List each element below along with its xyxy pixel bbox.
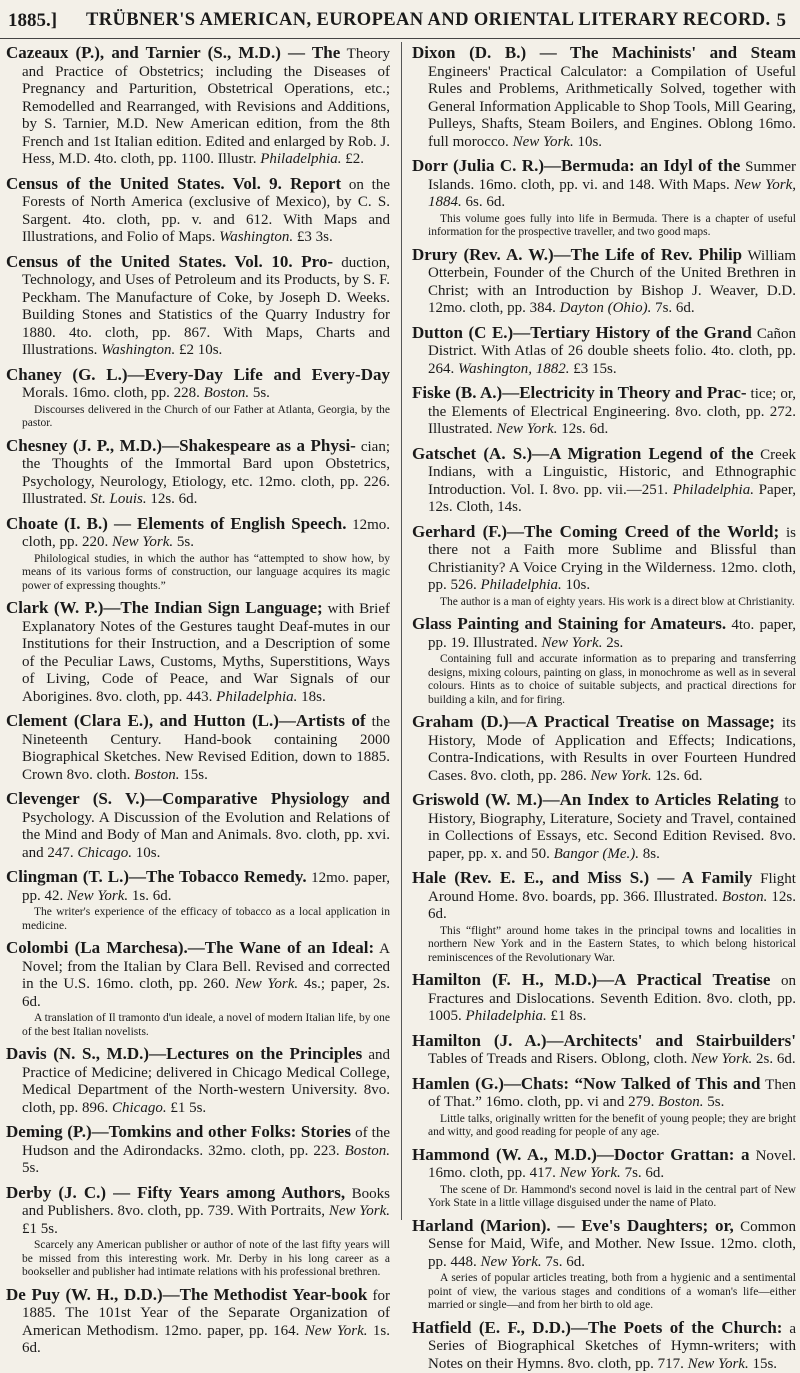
entry-heading: Griswold (W. M.)—An Index to Articles Relating	[412, 790, 779, 809]
entry-heading: Gatschet (A. S.)—A Migration Legend of the	[412, 444, 754, 463]
entry-description: the Nineteenth Century. Hand-book containing 2000 Biographical Sketches. New Revised Edition, down to 1885. Crown 8vo. cloth.	[22, 714, 390, 783]
entry-text	[412, 157, 796, 212]
entry-heading: Hatfield (E. F., D.D.)—The Poets of the Church:	[412, 1318, 782, 1337]
entry-description: with Brief Explanatory Notes of the Gestures taught Deaf-mutes in our Institutions for their Instruction, and a Description of some of the Peculiar Laws, Customs, Myths, Superstitions, Ways of Living, Code of Peace, and War Signals of our Aborigines. 8vo. cloth, pp. 443.	[22, 601, 390, 705]
catalog-entry	[412, 1217, 796, 1313]
entry-text	[6, 939, 390, 1011]
entry-description: for 1885. The 101st Year of the Separate Organization of American Methodism. 12mo. paper, pp. 164.	[22, 1288, 390, 1339]
catalog-entry	[6, 1184, 390, 1280]
entry-price: 5s.	[704, 1094, 725, 1110]
entry-text	[6, 175, 390, 247]
entry-text	[6, 253, 390, 360]
entry-place: Bangor (Me.).	[550, 846, 639, 862]
entry-price: 15s.	[180, 767, 208, 783]
entry-text	[6, 790, 390, 862]
header-title: TRÜBNER'S AMERICAN, EUROPEAN AND ORIENTAL LITERARY RECORD.	[86, 10, 771, 31]
entry-note: The scene of Dr. Hammond's second novel is laid in the central part of New York State in a little village disguised under the name of Plato.	[412, 1184, 796, 1211]
catalog-entry	[412, 971, 796, 1026]
catalog-entry	[6, 790, 390, 862]
catalog-entry	[6, 437, 390, 509]
entry-heading: Clingman (T. L.)—The Tobacco Remedy.	[6, 867, 307, 886]
entry-description: Tables of Treads and Risers. Oblong, cloth.	[428, 1051, 687, 1067]
entry-text	[6, 366, 390, 403]
entry-price: 7s. 6d.	[621, 1165, 664, 1181]
entry-text	[6, 1286, 390, 1358]
entry-price: 10s.	[574, 134, 602, 150]
entry-heading: Census of the United States. Vol. 10. Pro-	[6, 252, 333, 271]
entry-place: Boston.	[340, 1143, 390, 1159]
entry-text	[412, 1217, 796, 1272]
entry-note: Containing full and accurate information as to preparing and transferring designs, mixing colours, painting on glass, in monochrome as well as in several colours. Hints as to choice of suitable subjects, and practical directions for building a kiln, and for firing.	[412, 653, 796, 707]
entry-place: Washington.	[215, 229, 293, 245]
header-year: 1885.]	[8, 10, 57, 32]
entry-price: 5s.	[249, 385, 270, 401]
entry-text	[412, 1319, 796, 1373]
catalog-entry	[6, 868, 390, 933]
entry-text	[6, 1184, 390, 1239]
entry-text	[412, 1075, 796, 1112]
entry-place: New York.	[493, 421, 558, 437]
catalog-entry	[6, 366, 390, 431]
entry-heading: Cazeaux (P.), and Tarnier (S., M.D.) — The	[6, 43, 340, 62]
entry-description: a Series of Biographical Sketches of Hymn-writers; with Notes on their Hymns. 8vo. cloth, pp. 717.	[428, 1321, 796, 1372]
entry-heading: Clark (W. P.)—The Indian Sign Language;	[6, 598, 323, 617]
entry-heading: Clevenger (S. V.)—Comparative Physiology and	[6, 789, 390, 808]
entry-text	[412, 445, 796, 517]
entry-description: Summer Islands. 16mo. cloth, pp. vi. and 148. With Maps.	[428, 159, 796, 193]
entry-price: 2s. 6d.	[752, 1051, 795, 1067]
entry-price: 1s. 6d.	[128, 888, 171, 904]
entry-place: Washington, 1882.	[454, 361, 569, 377]
page-number: 5	[777, 10, 787, 32]
entry-price: £1 5s.	[22, 1221, 58, 1237]
catalog-entry	[412, 869, 796, 965]
entry-description: is there not a Faith more Sublime and Blissful than Christianity? A Voice Crying in the Wilderness. 12mo. cloth, pp. 526.	[428, 525, 796, 594]
entry-text	[412, 791, 796, 863]
entry-heading: Dutton (C E.)—Tertiary History of the Grand	[412, 323, 752, 342]
entry-place: New York.	[587, 768, 652, 784]
entry-place: Philadelphia.	[477, 577, 562, 593]
entry-heading: Colombi (La Marchesa).—The Wane of an Ideal:	[6, 938, 374, 957]
entry-text	[412, 1146, 796, 1183]
entry-description: of the Hudson and the Adirondacks. 32mo. cloth, pp. 223.	[22, 1125, 390, 1159]
entry-place: Boston.	[200, 385, 249, 401]
entry-heading: Fiske (B. A.)—Electricity in Theory and Prac-	[412, 383, 747, 402]
entry-price: £2.	[341, 151, 364, 167]
header-rule	[0, 38, 800, 39]
entry-description: on Fractures and Dislocations. Seventh Edition. 8vo. cloth, pp. 1005.	[428, 973, 796, 1024]
entry-description: Books and Publishers. 8vo. cloth, pp. 739. With Portraits,	[22, 1186, 390, 1220]
entry-heading: Harland (Marion). — Eve's Daughters; or,	[412, 1216, 734, 1235]
entry-heading: Choate (I. B.) — Elements of English Speech.	[6, 514, 347, 533]
entry-place: Philadelphia.	[668, 482, 754, 498]
catalog-entry	[6, 599, 390, 706]
entry-note: This volume goes fully into life in Bermuda. There is a chapter of useful information for the prospective traveller, and two good maps.	[412, 213, 796, 240]
entry-description: on the Forests of North America (exclusive of Mexico), by C. S. Sargent. 4to. cloth, pp. v. and 612. With Maps and Illustrations, and Folio of Maps.	[22, 177, 390, 246]
entry-note: A translation of Il tramonto d'un ideale, a novel of modern Italian life, by one of the best Italian novelists.	[6, 1012, 390, 1039]
entry-text	[412, 869, 796, 924]
entry-description: to History, Biography, Literature, Society and Travel, contained in Collections of Essays, etc. Second Edition Revised. 8vo. paper, pp. x. and 50.	[428, 793, 796, 862]
entry-heading: De Puy (W. H., D.D.)—The Methodist Year-book	[6, 1285, 367, 1304]
entry-heading: Chesney (J. P., M.D.)—Shakespeare as a Physi-	[6, 436, 356, 455]
catalog-entry	[6, 175, 390, 247]
entry-heading: Derby (J. C.) — Fifty Years among Authors,	[6, 1183, 345, 1202]
entry-price: £2 10s.	[175, 342, 222, 358]
entry-place: Philadelphia.	[256, 151, 341, 167]
catalog-entry	[6, 1123, 390, 1178]
entry-price: £1 5s.	[167, 1100, 207, 1116]
entry-place: Washington.	[97, 342, 175, 358]
entry-place: Dayton (Ohio).	[556, 300, 651, 316]
catalog-entry	[412, 1032, 796, 1069]
entry-price: 8s.	[639, 846, 660, 862]
entry-description: its History, Mode of Application and Effects; Indications, Contra-Indications, with Results in over Fourteen Hundred Cases. 8vo. cloth, pp. 286.	[428, 715, 796, 784]
entry-text	[6, 1123, 390, 1178]
catalog-entry	[6, 515, 390, 594]
entry-heading: Gerhard (F.)—The Coming Creed of the World;	[412, 522, 779, 541]
entry-price: 10s.	[562, 577, 590, 593]
entry-heading: Deming (P.)—Tomkins and other Folks: Stories	[6, 1122, 351, 1141]
entry-place: New York.	[108, 534, 173, 550]
entry-price: 4s.; paper, 2s. 6d.	[22, 976, 390, 1010]
entry-text	[6, 1045, 390, 1117]
catalog-entry	[412, 384, 796, 439]
entry-heading: Graham (D.)—A Practical Treatise on Massage;	[412, 712, 775, 731]
entry-price: 7s. 6d.	[542, 1254, 585, 1270]
entry-description: Morals. 16mo. cloth, pp. 228.	[22, 385, 200, 401]
entry-place: Philadelphia.	[212, 689, 297, 705]
entry-text	[412, 523, 796, 595]
page-header	[0, 6, 800, 32]
catalog-entry	[6, 253, 390, 360]
catalog-entry	[6, 1045, 390, 1117]
entry-note: The author is a man of eighty years. His work is a direct blow at Christianity.	[412, 596, 796, 610]
entry-heading: Hammond (W. A., M.D.)—Doctor Grattan: a	[412, 1145, 750, 1164]
entry-heading: Dixon (D. B.) — The Machinists' and Steam	[412, 43, 796, 62]
catalog-entry	[412, 1146, 796, 1211]
entry-description: Psychology. A Discussion of the Evolution and Relations of the Mind and Body of Man and Animals. 8vo. cloth, pp. xvi. and 247.	[22, 810, 390, 861]
entry-description: Engineers' Practical Calculator: a Compilation of Useful Rules and Problems, Arithmetically Solved, together with General Information Applicable to Shop Tools, Mill Gearing, Pulleys, Shafts, Steam Boilers, and Engines. Oblong 16mo. full morocco.	[428, 64, 796, 150]
catalog-entry	[6, 939, 390, 1039]
entry-description: duction, Technology, and Uses of Petroleum and its Products, by S. F. Peckham. The Manufacture of Coke, by Joseph D. Weeks. Building Stones and Statistics of the Quarry Industry for 1880. 4to. cloth, pp. 867. With Maps, Charts and Illustrations.	[22, 255, 390, 359]
entry-description: Then of That.” 16mo. cloth, pp. vi and 279.	[428, 1077, 796, 1111]
entry-note: Discourses delivered in the Church of our Father at Atlanta, Georgia, by the pastor.	[6, 404, 390, 431]
catalog-entry	[412, 445, 796, 517]
entry-price: 5s.	[22, 1160, 39, 1176]
entry-price: 6s. 6d.	[462, 194, 505, 210]
entry-price: 1s. 6d.	[22, 1323, 390, 1357]
entry-place: New York.	[477, 1254, 542, 1270]
entry-place: New York, 1884.	[428, 177, 796, 211]
entry-price: 10s.	[132, 845, 160, 861]
entry-description: Flight Around Home. 8vo. boards, pp. 366. Illustrated.	[428, 871, 796, 905]
entry-place: New York.	[509, 134, 574, 150]
entry-text	[412, 615, 796, 652]
entry-heading: Clement (Clara E.), and Hutton (L.)—Artists of	[6, 711, 366, 730]
catalog-entry	[6, 1286, 390, 1358]
catalog-entry	[412, 791, 796, 863]
catalog-entry	[412, 44, 796, 151]
entry-place: St. Louis.	[87, 491, 147, 507]
entry-description: 4to. paper, pp. 19. Illustrated.	[428, 617, 796, 651]
entry-text	[412, 246, 796, 318]
entry-place: New York.	[684, 1356, 749, 1372]
entry-text	[6, 515, 390, 552]
entry-text	[412, 713, 796, 785]
entry-description: Common Sense for Maid, Wife, and Mother. New Issue. 12mo. cloth, pp. 448.	[428, 1219, 796, 1270]
entry-text	[412, 1032, 796, 1069]
entry-text	[6, 437, 390, 509]
entry-price: Paper, 12s. Cloth, 14s.	[428, 482, 796, 516]
catalog-entry	[412, 713, 796, 785]
entry-description: 12mo. paper, pp. 42.	[22, 870, 390, 904]
entry-text	[412, 384, 796, 439]
catalog-entry	[412, 1319, 796, 1373]
entry-price: £3 15s.	[570, 361, 617, 377]
catalog-entry	[412, 1075, 796, 1140]
right-column	[412, 44, 796, 1219]
entry-price: 12s. 6d.	[428, 889, 796, 923]
entry-note: Scarcely any American publisher or author of note of the last fifty years will be missed from this interesting work. Mr. Derby in his long career as a bookseller and publisher had intimate relations with his professional brethren.	[6, 1239, 390, 1280]
entry-heading: Drury (Rev. A. W.)—The Life of Rev. Philip	[412, 245, 742, 264]
entry-text	[6, 712, 390, 784]
entry-place: Chicago.	[74, 845, 132, 861]
entry-price: £1 8s.	[547, 1008, 587, 1024]
entry-place: Philadelphia.	[462, 1008, 547, 1024]
entry-heading: Glass Painting and Staining for Amateurs.	[412, 614, 726, 633]
entry-place: Boston.	[718, 889, 767, 905]
entry-description: A Novel; from the Italian by Clara Bell. Revised and corrected in the U.S. 16mo. cloth, pp. 260.	[22, 941, 390, 992]
entry-heading: Hamlen (G.)—Chats: “Now Talked of This and	[412, 1074, 760, 1093]
catalog-entry	[412, 523, 796, 610]
entry-heading: Census of the United States. Vol. 9. Report	[6, 174, 341, 193]
entry-price: 12s. 6d.	[557, 421, 608, 437]
entry-heading: Hamilton (J. A.)—Architects' and Stairbuilders'	[412, 1031, 796, 1050]
entry-place: New York.	[63, 888, 128, 904]
entry-price: 12s. 6d.	[652, 768, 703, 784]
entry-text	[6, 868, 390, 905]
entry-note: Philological studies, in which the author has “attempted to show how, by means of its various forms of construction, our language acquires its magic power of expressing thoughts.”	[6, 553, 390, 594]
entry-place: New York.	[687, 1051, 752, 1067]
entry-text	[412, 971, 796, 1026]
entry-place: Boston.	[130, 767, 179, 783]
entry-price: £3 3s.	[293, 229, 333, 245]
entry-place: New York.	[556, 1165, 621, 1181]
entry-note: The writer's experience of the efficacy of tobacco as a local application in medicine.	[6, 906, 390, 933]
entry-description: and Practice of Medicine; delivered in Chicago Medical College, Medical Department of the North-western University. 8vo. cloth, pp. 896.	[22, 1047, 390, 1116]
entry-text	[412, 44, 796, 151]
catalog-entry	[412, 246, 796, 318]
entry-price: 2s.	[602, 635, 623, 651]
catalog-entry	[412, 157, 796, 240]
entry-heading: Davis (N. S., M.D.)—Lectures on the Principles	[6, 1044, 362, 1063]
entry-heading: Hamilton (F. H., M.D.)—A Practical Treatise	[412, 970, 770, 989]
entry-description: Creek Indians, with a Linguistic, Historic, and Ethnographic Introduction. Vol. I. 8vo. pp. vii.—251.	[428, 447, 796, 498]
entry-price: 12s. 6d.	[147, 491, 198, 507]
entry-description: Cañon District. With Atlas of 26 double sheets folio. 4to. cloth, pp. 264.	[428, 326, 796, 377]
catalog-entry	[412, 324, 796, 379]
entry-place: Chicago.	[108, 1100, 166, 1116]
entry-heading: Dorr (Julia C. R.)—Bermuda: an Idyl of the	[412, 156, 740, 175]
entry-place: Boston.	[654, 1094, 703, 1110]
entry-heading: Hale (Rev. E. E., and Miss S.) — A Family	[412, 868, 752, 887]
entry-note: Little talks, originally written for the benefit of young people; they are bright and witty, and good reading for people of any age.	[412, 1113, 796, 1140]
entry-price: 7s. 6d.	[651, 300, 694, 316]
entry-place: New York.	[229, 976, 298, 992]
entry-note: This “flight” around home takes in the principal towns and localities in northern New York and in the Eastern States, to which belong historical reminiscences of the Revolutionary War.	[412, 925, 796, 966]
entry-text	[6, 599, 390, 706]
entry-place: New York.	[538, 635, 603, 651]
catalog-entry	[412, 615, 796, 707]
entry-place: New York.	[299, 1323, 367, 1339]
catalog-entry	[6, 712, 390, 784]
entry-price: 15s.	[749, 1356, 777, 1372]
entry-description: 12mo. cloth, pp. 220.	[22, 517, 390, 551]
entry-note: A series of popular articles treating, both from a hygienic and a sentimental point of view, the various stages and conditions of a woman's life—either married or single—and from her birth to old age.	[412, 1272, 796, 1313]
entry-description: cian; the Thoughts of the Immortal Bard upon Obstetrics, Psychology, Neurology, Etiology, etc. 12mo. cloth, pp. 226. Illustrated.	[22, 439, 390, 508]
entry-description: tice; or, the Elements of Electrical Engineering. 8vo. cloth, pp. 272. Illustrated.	[428, 386, 796, 437]
column-divider	[401, 42, 402, 1220]
entry-text	[412, 324, 796, 379]
catalog-entry	[6, 44, 390, 169]
entry-heading: Chaney (G. L.)—Every-Day Life and Every-Day	[6, 365, 390, 384]
entry-price: 18s.	[297, 689, 325, 705]
entry-description: William Otterbein, Founder of the Church of the United Brethren in Christ; with an Introduction by Bishop J. Weaver, D.D. 12mo. cloth, pp. 384.	[428, 248, 796, 317]
entry-price: 5s.	[173, 534, 194, 550]
entry-text	[6, 44, 390, 169]
entry-description: Novel. 16mo. cloth, pp. 417.	[428, 1148, 796, 1182]
entry-place: New York.	[325, 1203, 390, 1219]
entry-description: Theory and Practice of Obstetrics; including the Diseases of Pregnancy and Parturition, Obstetrical Operations, etc.; Remodelled and Rearranged, with Revisions and Additions, by S. Tarnier, M.D. New American edition, from the 8th French and 1st Italian edition. Edited and enlarged by Rob. J. Hess, M.D. 4to. cloth, pp. 1100. Illustr.	[22, 46, 390, 167]
left-column	[6, 44, 390, 1219]
